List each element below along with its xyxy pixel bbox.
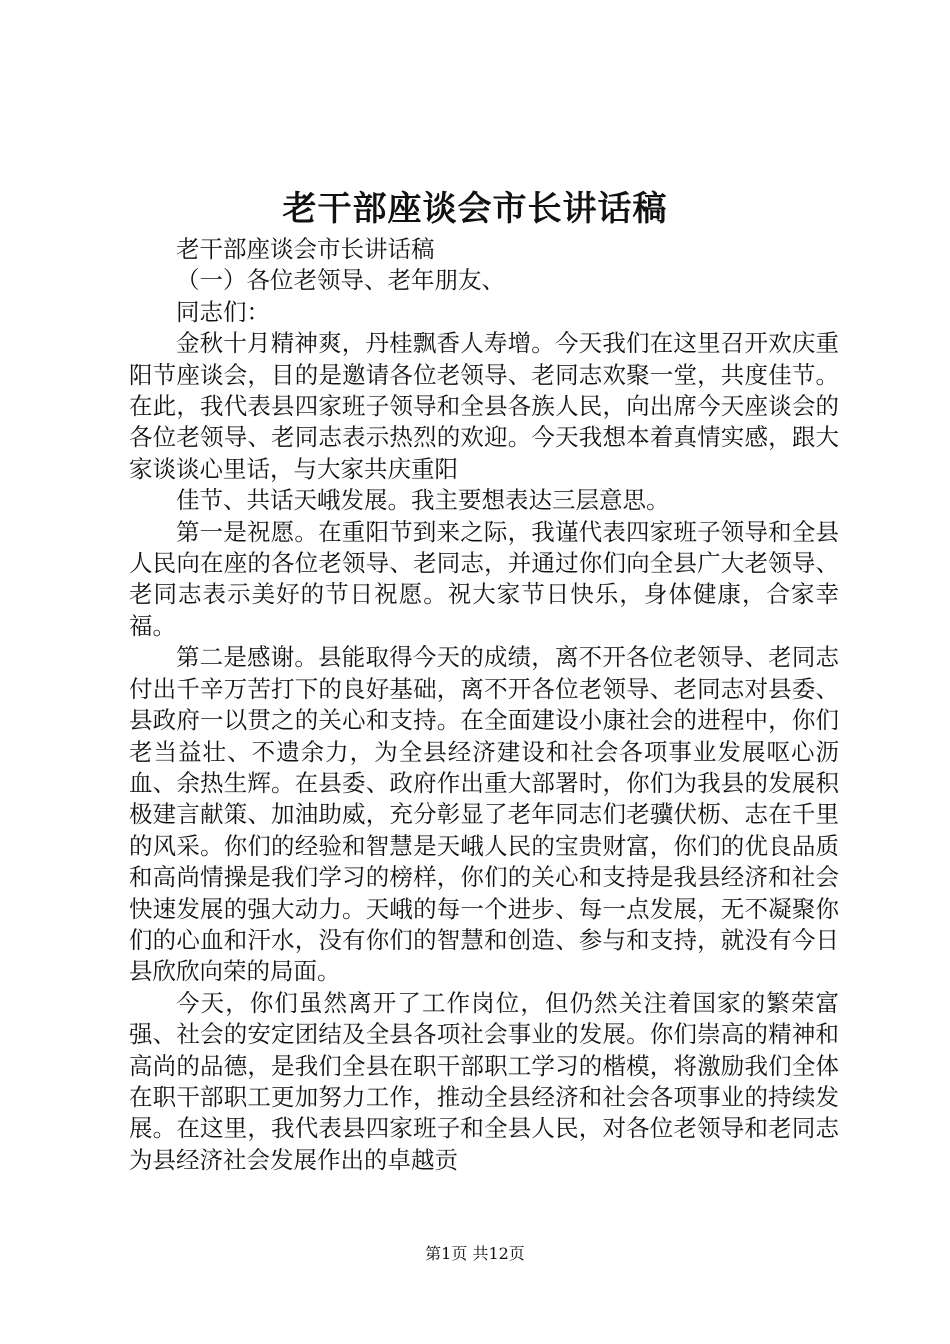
paragraph: 第二是感谢。县能取得今天的成绩，离不开各位老领导、老同志付出千辛万苦打下的良好基础，离不开各位老领导、老同志对县委、县政府一以贯之的关心和支持。在全面建设小康社会的进程中，你们老当益壮、不遗余力，为全县经济建设和社会各项事业发展呕心沥血、余热生辉。在县委、政府作出重大部署时，你们为我县的发展积极建言献策、加油助威，充分彰显了老年同志们老骥伏枥、志在千里的风采。你们的经验和智慧是天峨人民的宝贵财富，你们的优良品质和高尚情操是我们学习的榜样，你们的关心和支持是我县经济和社会快速发展的强大动力。天峨的每一个进步、每一点发展，无不凝聚你们的心血和汗水，没有你们的智慧和创造、参与和支持，就没有今日县欣欣向荣的局面。 (129, 643, 839, 986)
paragraph: 老干部座谈会市长讲话稿 (176, 235, 435, 263)
paragraph: 金秋十月精神爽，丹桂飘香人寿增。今天我们在这里召开欢庆重阳节座谈会，目的是邀请各位老领导、老同志欢聚一堂，共度佳节。在此，我代表县四家班子领导和全县各族人民，向出席今天座谈会的各位老领导、老同志表示热烈的欢迎。今天我想本着真情实感，跟大家谈谈心里话，与大家共庆重阳 (129, 329, 839, 483)
paragraph: 第一是祝愿。在重阳节到来之际，我谨代表四家班子领导和全县人民向在座的各位老领导、老同志，并通过你们向全县广大老领导、老同志表示美好的节日祝愿。祝大家节日快乐，身体健康，合家幸福。 (129, 517, 839, 640)
document-body (129, 234, 839, 1176)
paragraph: 佳节、共话天峨发展。我主要想表达三层意思。 (176, 486, 670, 515)
page-number-footer: 第1页 共12页 (425, 1244, 525, 1263)
paragraph: 同志们： (176, 297, 270, 326)
document-title: 老干部座谈会市长讲话稿 (282, 189, 668, 229)
paragraph: （一）各位老领导、老年朋友、 (176, 266, 505, 295)
paragraph: 今天，你们虽然离开了工作岗位，但仍然关注着国家的繁荣富强、社会的安定团结及全县各项社会事业的发展。你们崇高的精神和高尚的品德，是我们全县在职干部职工学习的楷模，将激励我们全体在职干部职工更加努力工作，推动全县经济和社会各项事业的持续发展。在这里，我代表县四家班子和全县人民，对各位老领导和老同志为县经济社会发展作出的卓越贡 (129, 988, 839, 1174)
